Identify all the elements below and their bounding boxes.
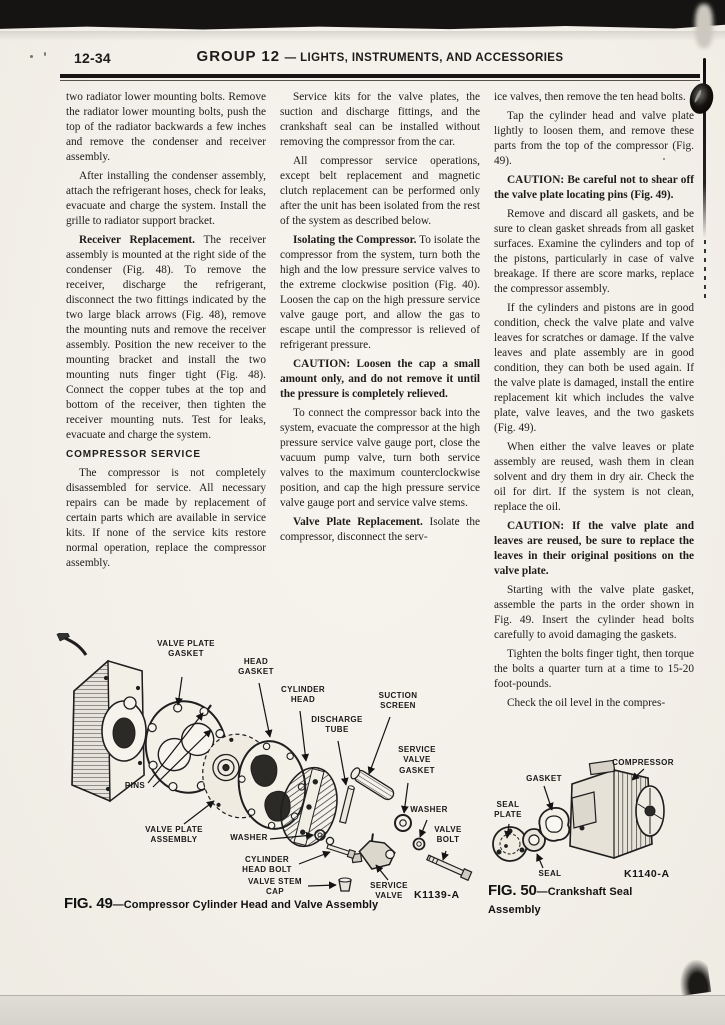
part-label-valve-plate-gasket: VALVE PLATE GASKET — [157, 639, 215, 659]
section-heading: COMPRESSOR SERVICE — [66, 449, 201, 460]
page-number: 12-34 — [74, 50, 111, 66]
column-1 — [66, 90, 266, 715]
paragraph: To connect the compressor back into the system, evacuate the compressor at the high pressure service valve gauge port, close the vacuum pump valve, turn both service valves to the maximum counterclockwise position, and cap the high pressure service valve gauge port and service valve stems. — [280, 407, 480, 509]
paragraph: All compressor service operations, except belt replacement and magnetic clutch replacement can be performed only after the unit has been isolated from the rest of the system as described below. — [280, 155, 480, 227]
scan-binding-dots — [704, 240, 706, 300]
paragraph: Remove and discard all gaskets, and be sure to clean gasket shreads from all gasket surfaces. Examine the cylinders and top of the pistons, particularly in case of valve breakage. If there are score marks, replace the compressor assembly. — [494, 208, 694, 295]
discharge-tube — [340, 785, 355, 823]
fig50-code: K1140-A — [624, 868, 670, 880]
washer-upper-part — [414, 839, 425, 850]
paragraph: Tap the cylinder head and valve plate lightly to loosen them, and remove these parts from the top of the compressor (Fig. 49). — [494, 110, 694, 167]
part-label-seal: SEAL — [538, 869, 562, 878]
fig50-number: FIG. 50 — [488, 882, 537, 899]
paragraph: ice valves, then remove the ten head bolts. — [494, 91, 686, 103]
paper-speck — [44, 52, 46, 56]
service-valve-gasket — [395, 815, 411, 831]
part-label-suction-screen: SUCTION SCREEN — [378, 691, 418, 711]
fig49-caption — [64, 895, 484, 913]
paragraph: Starting with the valve plate gasket, assemble the parts in the order shown in Fig. 49. Insert the cylinder head bolts carefully to avoid damaging the gaskets. — [494, 584, 694, 641]
column-3 — [494, 90, 694, 715]
part-label-valve-bolt: VALVE BOLT — [434, 825, 462, 845]
compressor-body — [57, 633, 146, 801]
page-title — [60, 48, 700, 66]
paragraph: two radiator lower mounting bolts. Remove the radiator lower mounting bolts, push the top of the radiator backwards a few inches and remove the condenser and receiver assembly. — [66, 91, 266, 163]
cylinder-head-bolt-part — [326, 843, 355, 859]
paragraph: Valve Plate Replacement. Isolate the compressor, disconnect the serv- — [280, 516, 480, 543]
paragraph: Check the oil level in the compres- — [507, 697, 666, 709]
fig50-caption — [488, 882, 638, 918]
part-label-gasket: GASKET — [526, 774, 562, 783]
header-rule-thin — [60, 80, 700, 81]
part-label-cylinder-head: CYLINDER HEAD — [280, 685, 326, 705]
part-label-valve-plate-assembly: VALVE PLATE ASSEMBLY — [145, 825, 203, 845]
fig49-number: FIG. 49 — [64, 895, 113, 912]
gasket-part — [539, 808, 569, 841]
caution-paragraph: CAUTION: If the valve plate and leaves are reused, be sure to replace the leaves in their original positions on the valve plate. — [494, 520, 694, 577]
column-2 — [280, 90, 480, 715]
scan-corner-mark — [695, 4, 713, 48]
figure-50 — [486, 756, 721, 931]
scan-bottom-edge — [0, 995, 725, 1025]
part-label-valve-stem-cap: VALVE STEM CAP — [248, 877, 302, 897]
paragraph: Isolating the Compressor. To isolate the compressor from the system, turn both the high and the low pressure service valves to the extreme clockwise position (Fig. 40). Loosen the cap on the high pressure service valve gauge port, and allow the gas to escape until the compressor is relieved of refrigerant pressure. — [280, 234, 480, 351]
part-label-service-valve: SERVICE VALVE — [370, 881, 408, 901]
part-label-seal-plate: SEAL PLATE — [494, 800, 522, 820]
scan-top-shadow — [0, 31, 725, 41]
paper-speck — [30, 55, 33, 58]
text-columns — [66, 90, 694, 715]
scan-bottom-smudge — [677, 958, 711, 996]
header-rule — [60, 74, 700, 81]
caution-paragraph: CAUTION: Loosen the cap a small amount only, and do not remove it until the pressure is completely relieved. — [280, 358, 480, 400]
group-title: — LIGHTS, INSTRUMENTS, AND ACCESSORIES — [284, 52, 564, 64]
paragraph: If the cylinders and pistons are in good condition, check the valve plate and valve leaves for scratches or damage. If the valve leaves and plate assembly are in good condition, they can both be used again. If the valve plate is damaged, install the entire replacement kit which includes the valve plate, valve leaves, and the two gaskets (Fig. 49). — [494, 302, 694, 434]
paragraph: The compressor is not completely disassembled for service. All necessary repairs can be made by replacement of certain parts which are available in service kits. If none of the service kits restore normal operation, replace the compressor assembly. — [66, 467, 266, 569]
valve-bolt-part — [426, 853, 472, 880]
paragraph: When either the valve leaves or plate assembly are reused, wash them in clean solvent and dry them in dry air. Check the oil for dirt. If the system is not clean, replace the oil. — [494, 441, 694, 513]
scan-top-edge — [0, 0, 725, 31]
group-label: GROUP 12 — [196, 48, 281, 65]
page-header — [60, 48, 700, 72]
part-label-head-gasket: HEAD GASKET — [238, 657, 274, 677]
part-label-cylinder-head-bolt: CYLINDER HEAD BOLT — [242, 855, 292, 875]
compressor-part — [570, 760, 664, 858]
part-label-pins: PINS — [124, 781, 146, 790]
part-label-washer-upper: WASHER — [410, 805, 448, 814]
paragraph: After installing the condenser assembly, attach the refrigerant hoses, check for leaks, evacuate and charge the system. Install the grille to radiator support bracket. — [66, 170, 266, 227]
valve-stem-cap-part — [339, 878, 351, 891]
fig49-caption-text: —Compressor Cylinder Head and Valve Assembly — [112, 899, 379, 911]
fig50-caption-text: —Crankshaft Seal Assembly — [488, 886, 633, 916]
paragraph: Tighten the bolts finger tight, then torque the bolts a quarter turn at a time to 15-20 foot-pounds. — [494, 648, 694, 690]
fig49-code: K1139-A — [414, 889, 460, 901]
service-valve-part — [349, 831, 396, 872]
caution-paragraph: CAUTION: Be careful not to shear off the valve plate locating pins (Fig. 49). — [494, 174, 694, 201]
paragraph: Receiver Replacement. The receiver assembly is mounted at the right side of the condenser (Fig. 48). To remove the receiver, discharge the refrigerant, disconnect the two fittings indicated by the two large black arrows (Fig. 48), remove the mounting nuts and remove the receiver assembly. Position the new receiver to the mounting bracket and install the two mounting nuts finger tight (Fig. 48). Connect the copper tubes at the top and bottom of the receiver, then tighten the receiver mounting nuts. Test for leaks, evacuate and charge the system. — [66, 234, 267, 441]
header-rule-thick — [60, 74, 700, 78]
seal-plate-part — [493, 827, 527, 861]
part-label-discharge-tube: DISCHARGE TUBE — [311, 715, 363, 735]
part-label-service-valve-gasket: SERVICE VALVE GASKET — [398, 745, 436, 775]
figure-49 — [56, 633, 496, 933]
part-label-compressor: COMPRESSOR — [612, 758, 674, 767]
paragraph: Service kits for the valve plates, the suction and discharge fittings, and the crankshaft seal can be installed without removing the compressor from the car. — [280, 91, 480, 148]
part-label-washer-lower: WASHER — [230, 833, 268, 842]
